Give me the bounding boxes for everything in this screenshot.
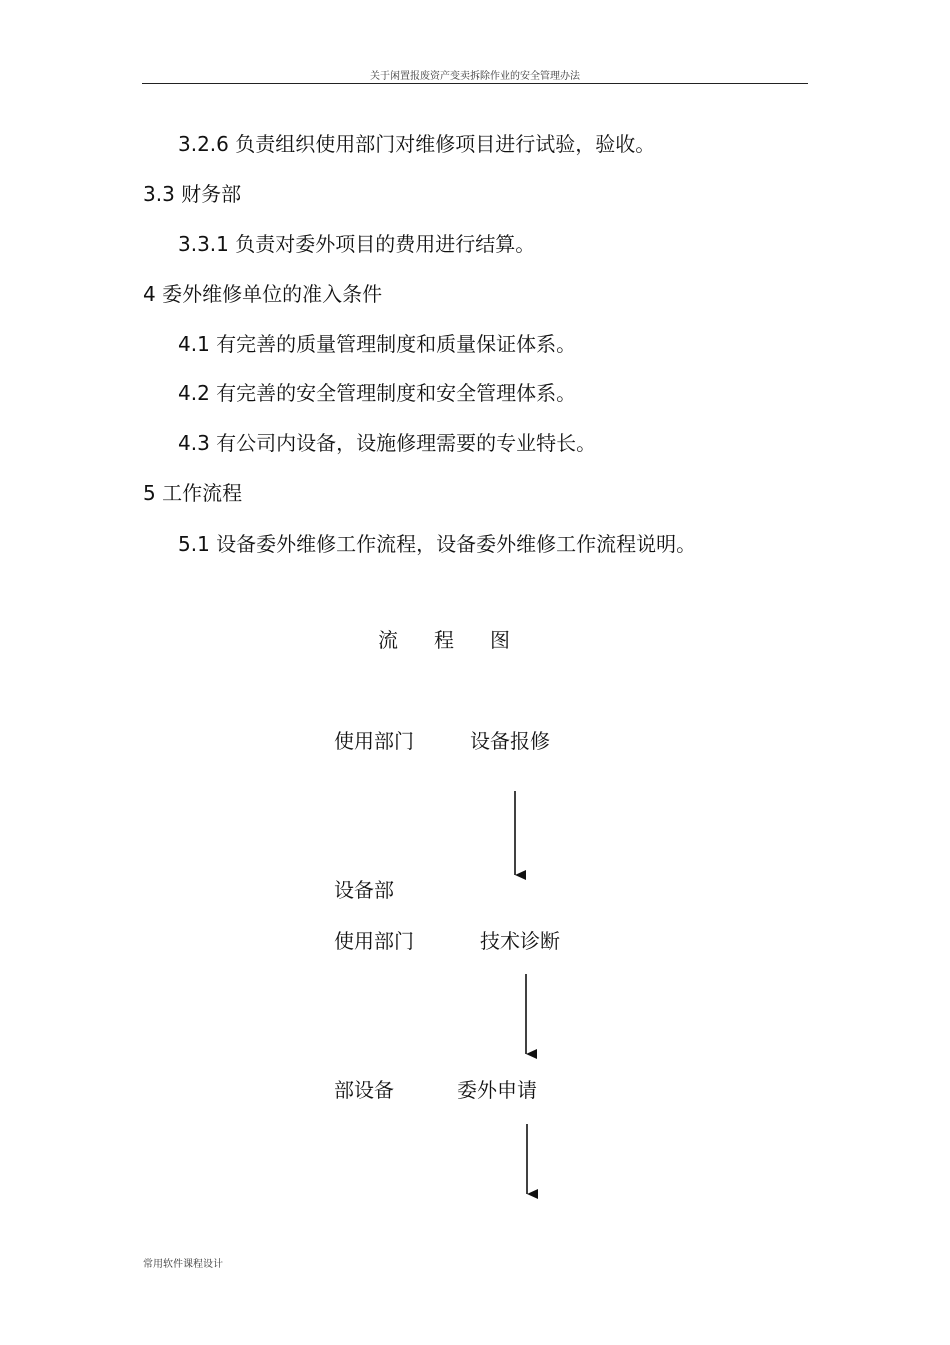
flowchart-title-char-1: 流	[378, 628, 398, 652]
flow-step2-department-a: 设备部	[334, 878, 394, 902]
flow-step1-department: 使用部门	[334, 729, 414, 753]
paragraph-3-3-1: 3.3.1 负责对委外项目的费用进行结算。	[178, 232, 536, 256]
page-footer: 常用软件课程设计	[143, 1259, 223, 1270]
paragraph-4-2: 4.2 有完善的安全管理制度和安全管理体系。	[178, 381, 577, 405]
flow-step3-action: 委外申请	[457, 1078, 537, 1102]
heading-4: 4 委外维修单位的准入条件	[143, 282, 383, 306]
flow-step2-action: 技术诊断	[480, 929, 560, 953]
flowchart-title-char-2: 程	[434, 628, 454, 652]
flowchart-title-char-3: 图	[490, 628, 510, 652]
flow-step3-department: 部设备	[334, 1078, 394, 1102]
flow-step1-action: 设备报修	[470, 729, 550, 753]
paragraph-4-3: 4.3 有公司内设备，设施修理需要的专业特长。	[178, 431, 597, 455]
heading-5: 5 工作流程	[143, 481, 243, 505]
paragraph-3-2-6: 3.2.6 负责组织使用部门对维修项目进行试验，验收。	[178, 132, 656, 156]
flow-step2-department-b: 使用部门	[334, 929, 414, 953]
page-header-title: 关于闲置报废资产变卖拆除作业的安全管理办法	[370, 71, 580, 82]
heading-3-3: 3.3 财务部	[143, 182, 242, 206]
paragraph-4-1: 4.1 有完善的质量管理制度和质量保证体系。	[178, 332, 577, 356]
paragraph-5-1: 5.1 设备委外维修工作流程，设备委外维修工作流程说明。	[178, 532, 697, 556]
